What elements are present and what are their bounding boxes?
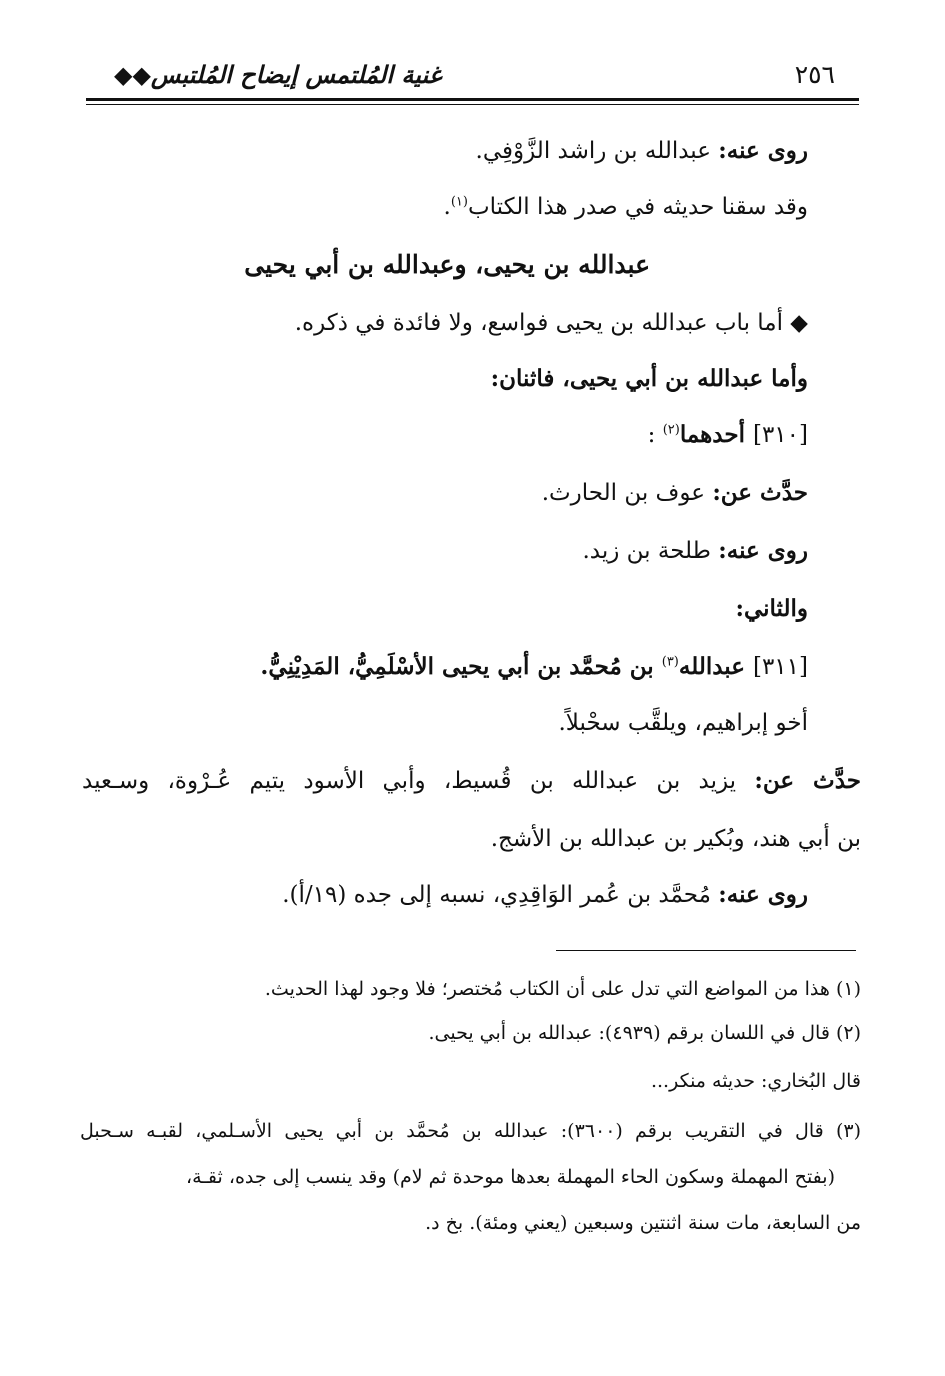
entry-number: [٣١١] (752, 654, 808, 680)
entry-310 (648, 420, 808, 450)
footnote-1: (١) هذا من المواضع التي تدل على أن الكتاب مُختصر؛ فلا وجود لهذا الحديث. (264, 978, 861, 1000)
footnote-2: (٢) قال في اللسان برقم (٤٩٣٩): عبدالله بن أبي يحيى. (428, 1022, 861, 1044)
line-text: وقد سقنا حديثه في صدر هذا الكتاب (467, 194, 808, 220)
entry-name: أحدهما (679, 421, 753, 448)
rawa-anhu-line-2 (282, 880, 808, 910)
entry-name: عبدالله (678, 653, 753, 680)
label-rawa-anhu: روى عنه: (718, 137, 808, 164)
section-heading: عبدالله بن يحيى، وعبدالله بن أبي يحيى (244, 250, 650, 279)
line-text: مُحمَّد بن عُمر الوَاقِدِي، نسبه إلى جده (١٩/أ). (282, 882, 719, 908)
label-rawa-anhu: روى عنه: (718, 537, 808, 564)
footnote-marker-1: (١) (450, 194, 468, 210)
footnote-marker-2: (٢) (662, 422, 680, 438)
line-text: عوف بن الحارث. (541, 480, 713, 506)
reference-line (444, 192, 808, 222)
haddatha-an-line (542, 478, 808, 508)
header-rule-thin (86, 104, 859, 105)
footnote-marker-3: (٣) (661, 654, 679, 670)
bullet-line: ◆ أما باب عبدالله بن يحيى فواسع، ولا فائدة في ذكره. (294, 310, 808, 336)
narrators-from-line-1 (476, 136, 808, 166)
entry-311 (260, 652, 808, 682)
page-header (100, 58, 835, 94)
footnote-3-line-1: (٣) قال في التقريب برقم (٣٦٠٠): عبدالله بن مُحمَّد بن أبي يحيى الأسـلمي، لقبـه سـحبل (80, 1120, 861, 1142)
line-text: يزيد بن عبدالله بن قُسيط، وأبي الأسود يتيم عُـرْوة، وسـعيد (82, 768, 755, 794)
entry-number: [٣١٠] (752, 422, 808, 448)
header-rule-thick (86, 98, 859, 101)
rawa-anhu-line (582, 536, 808, 566)
line-end: : (647, 422, 663, 448)
nickname-line: أخو إبراهيم، ويلقَّب سحْبلاً. (558, 710, 808, 736)
intro-line: وأما عبدالله بن أبي يحيى، فاثنان: (490, 365, 808, 392)
entry-name-rest: بن مُحمَّد بن أبي يحيى الأسْلَمِيُّ، المَدِيْنِيُّ. (260, 653, 662, 680)
footnote-2-continued: قال البُخاري: حديثه منكر... (650, 1070, 861, 1092)
label-haddatha-an: حدَّث عن: (754, 767, 861, 794)
haddatha-an-line-2 (82, 766, 861, 796)
line-text: طلحة بن زيد. (582, 538, 719, 564)
continuation-line: بن أبي هند، وبُكير بن عبدالله بن الأشج. (490, 826, 861, 852)
second-label: والثاني: (735, 595, 808, 622)
footnote-3-line-2: (بفتح المهملة وسكون الحاء المهملة بعدها موحدة ثم لام) وقد ينسب إلى جده، ثقـة، (186, 1166, 835, 1188)
line-end: . (443, 194, 451, 220)
label-rawa-anhu: روى عنه: (718, 881, 808, 908)
footnote-3-line-3: من السابعة، مات سنة اثنتين وسبعين (يعني ومئة). بخ د. (425, 1212, 861, 1234)
label-haddatha-an: حدَّث عن: (712, 479, 808, 506)
line-text: عبدالله بن راشد الزَّوْفِي. (475, 138, 719, 164)
running-title: غنية المُلتمس إيضاح المُلتبس◆◆ (114, 60, 442, 89)
page-number: ٢٥٦ (794, 60, 835, 89)
footnote-separator (556, 950, 856, 951)
